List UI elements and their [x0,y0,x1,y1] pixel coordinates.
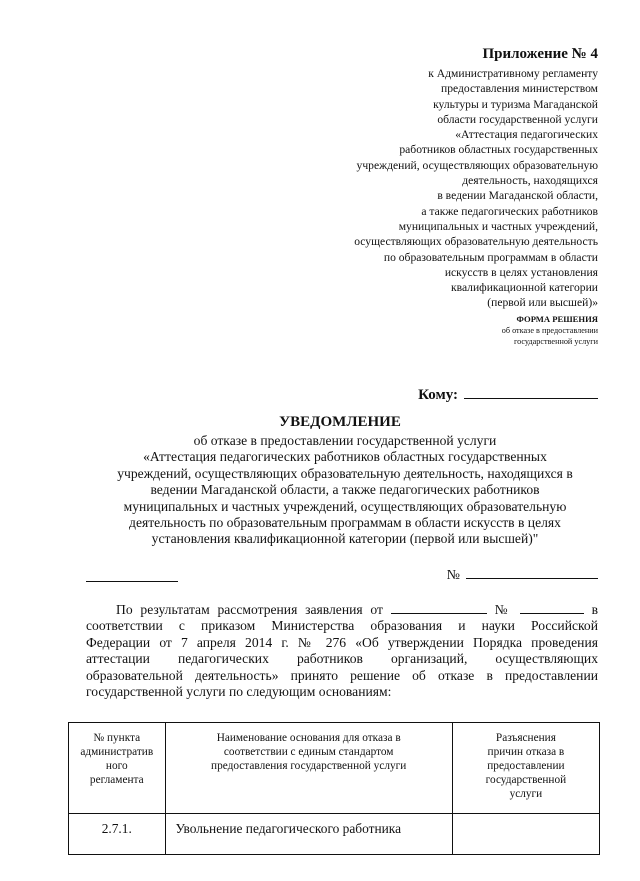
appendix-line: осуществляющих образовательную деятельность [354,235,598,249]
form-label-line: об отказе в предоставлении [501,326,598,335]
notice-title: УВЕДОМЛЕНИЕ [279,414,401,430]
appendix-line: работников областных государственных [399,143,598,157]
appendix-reference [268,66,598,311]
form-label-title: ФОРМА РЕШЕНИЯ [516,314,598,324]
decision-text [86,602,598,700]
appendix-line: муниципальных и частных учреждений, [398,219,598,233]
header-text: причин отказа в [487,746,565,758]
header-text: предоставлении [487,760,565,772]
application-number-blank[interactable] [520,602,584,614]
header-text: предоставления государственной услуги [211,760,407,772]
decision-line: образовательной деятельность» принято решение об отказе в предоставлении [86,667,598,683]
appendix-line: квалификационной категории [450,281,598,295]
appendix-line: «Аттестация педагогических [455,128,598,142]
appendix-line: к Административному регламенту [428,67,598,80]
notice-subtitle [90,433,600,548]
form-label-line: государственной услуги [513,337,598,346]
header-text: ного [105,760,128,772]
header-reason [165,723,452,814]
header-text: государственной [485,774,567,786]
header-text: № пункта [93,732,141,744]
notice-line: муниципальных и частных учреждений, осуществляющих образовательную [123,498,567,514]
notice-line: установления квалификационной категории (первой или высшей)" [151,531,539,547]
header-text: административ [80,746,154,758]
decision-line [86,602,598,618]
cell-reason: Увольнение педагогического работника [165,814,452,855]
header-text: регламента [89,774,144,786]
recipient-label: Кому: [418,387,458,403]
notice-line: ведении Магаданской области, а также педагогических работников [150,482,540,498]
number-blank[interactable] [466,566,598,579]
decision-text-part: в [591,602,598,617]
decision-line: аттестации педагогических работников организаций, осуществляющих [86,651,598,667]
appendix-line: в ведении Магаданской области, [437,189,598,203]
header-explanation [452,723,599,814]
appendix-line: по образовательным программам в области [383,250,598,264]
notice-line: «Аттестация педагогических работников областных государственных [143,449,547,465]
header-text: Наименование основания для отказа в [216,732,401,744]
header-text: услуги [509,788,543,800]
appendix-line: области государственной услуги [437,112,598,126]
form-label [398,314,598,347]
recipient-field [418,386,598,404]
cell-item-number: 2.7.1. [69,814,166,855]
header-item-number [69,723,166,814]
recipient-blank[interactable] [464,386,598,399]
table-header-row [69,723,600,814]
date-blank[interactable] [86,580,178,582]
appendix-line: (первой или высшей)» [487,296,598,310]
appendix-line: культуры и туризма Магаданской [433,97,598,111]
application-number-label: № [494,602,512,617]
notice-line: об отказе в предоставлении государственной услуги [193,433,497,448]
appendix-line: деятельность, находящихся [462,174,598,188]
decision-text-part: По результатам рассмотрения заявления от [116,602,383,617]
number-field [447,566,598,584]
appendix-line: искусств в целях установления [444,265,598,279]
decision-line: государственной услуги по следующим основаниям: [86,684,392,700]
appendix-line: учреждений, осуществляющих образовательную [356,158,598,172]
notice-line: учреждений, осуществляющих образовательную деятельность, находящихся в [117,465,573,481]
appendix-line: предоставления министерством [441,82,598,96]
refusal-grounds-table [68,722,600,855]
table-row [69,814,600,855]
appendix-line: а также педагогических работников [421,204,598,218]
decision-line: соответствии с приказом Министерства образования и науки Российской [86,618,598,634]
header-text: соответствии с единым стандартом [223,746,394,758]
application-date-blank[interactable] [391,602,487,614]
number-label: № [446,568,460,583]
decision-line: Федерации от 7 апреля 2014 г. № 276 «Об утверждении Порядка проведения [86,634,598,650]
header-text: Разъяснения [495,732,556,744]
notice-line: деятельность по образовательным программам в области искусств в целях [129,515,561,531]
cell-explanation[interactable] [452,814,599,855]
appendix-title: Приложение № 4 [482,46,598,62]
